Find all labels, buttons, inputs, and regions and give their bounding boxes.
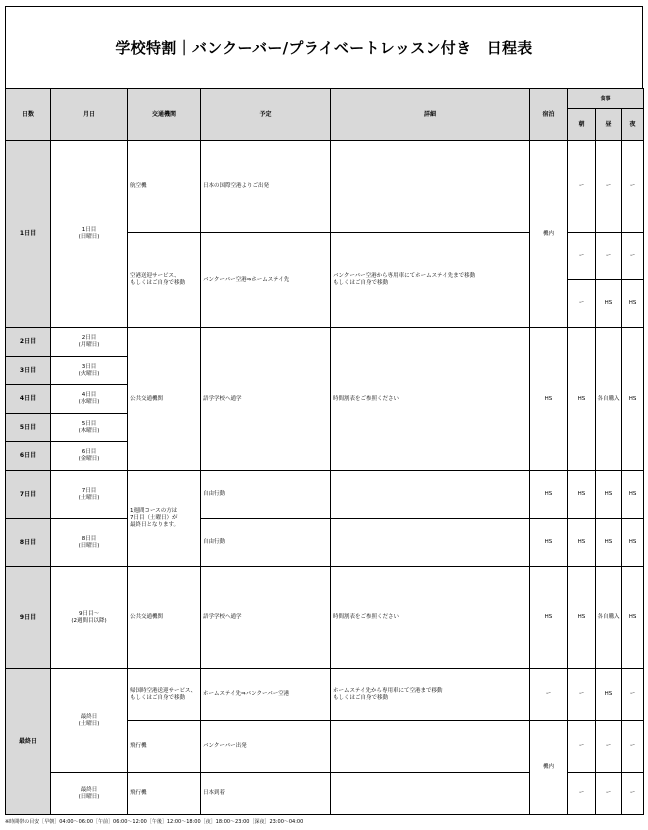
title-box — [5, 6, 643, 88]
last-day-lunch-1: HS — [596, 669, 622, 721]
day-1-plan-2: バンクーバー空港⇒ホームステイ先 — [201, 233, 331, 328]
day-1-transport-2: 空港送迎サービス、 もしくはご自身で移動 — [128, 233, 201, 328]
last-day-breakfast-2: ー — [568, 721, 596, 773]
header-day: 日数 — [6, 89, 51, 141]
day-8-breakfast: HS — [568, 519, 596, 567]
day-7-lunch: HS — [596, 471, 622, 519]
day-7-label: 7日目 — [6, 471, 51, 519]
day-9-lunch: 各自購入 — [596, 567, 622, 669]
day-2-label: 2日目 — [6, 328, 51, 357]
last-day-detail-1: ホームステイ先から専用車にて空港まで移動 もしくはご自身で移動 — [331, 669, 530, 721]
day-9-breakfast: HS — [568, 567, 596, 669]
itinerary-sheet — [5, 6, 643, 815]
day-8-date: 8日目 (日曜日) — [51, 519, 128, 567]
day-6-label: 6日目 — [6, 442, 51, 471]
last-day-plan-1: ホームステイ先⇒バンクーバー空港 — [201, 669, 331, 721]
day-7-dinner: HS — [622, 471, 644, 519]
day-9-date: 9日目～ (2週間目以降) — [51, 567, 128, 669]
day-7-plan: 自由行動 — [201, 471, 331, 519]
week1-stay: HS — [530, 328, 568, 471]
day-1-transport-1: 航空機 — [128, 141, 201, 233]
day-7-detail — [331, 471, 530, 519]
day-1-dinner-3: HS — [622, 280, 644, 328]
day-2-date: 2日目 (月曜日) — [51, 328, 128, 357]
day-9-label: 9日目 — [6, 567, 51, 669]
day-5-date: 5日目 (木曜日) — [51, 414, 128, 442]
header-transport: 交通機関 — [128, 89, 201, 141]
last-day-detail-3 — [331, 773, 530, 815]
day-8-lunch: HS — [596, 519, 622, 567]
day-1-breakfast-2: ー — [568, 233, 596, 280]
day-9-detail: 時間割表をご参照ください — [331, 567, 530, 669]
day-8-stay: HS — [530, 519, 568, 567]
last-day-stay-2: 機内 — [530, 721, 568, 815]
day-4-label: 4日目 — [6, 385, 51, 414]
week1-breakfast: HS — [568, 328, 596, 471]
day-1-dinner-2: ー — [622, 233, 644, 280]
day-4-date: 4日目 (水曜日) — [51, 385, 128, 414]
day-7-breakfast: HS — [568, 471, 596, 519]
header-lunch: 昼 — [596, 109, 622, 141]
day-9-dinner: HS — [622, 567, 644, 669]
day-1-label: 1日目 — [6, 141, 51, 328]
header-detail: 詳細 — [331, 89, 530, 141]
day-7-date: 7日目 (土曜日) — [51, 471, 128, 519]
header-stay: 宿泊 — [530, 89, 568, 141]
last-day-dinner-2: ー — [622, 721, 644, 773]
header-dinner: 夜 — [622, 109, 644, 141]
last-day-dinner-1: ー — [622, 669, 644, 721]
last-day-breakfast-1: ー — [568, 669, 596, 721]
last-day-plan-3: 日本到着 — [201, 773, 331, 815]
day-1-dinner-1: ー — [622, 141, 644, 233]
last-day-stay-1: ー — [530, 669, 568, 721]
last-day-date-1: 最終日 (土曜日) — [51, 669, 128, 773]
week1-lunch: 各自購入 — [596, 328, 622, 471]
day-3-date: 3日目 (火曜日) — [51, 357, 128, 385]
itinerary-table — [5, 88, 644, 815]
header-date: 月日 — [51, 89, 128, 141]
page-title: 学校特割｜バンクーバー/プライベートレッスン付き 日程表 — [115, 39, 533, 57]
day-7-transport-note: 1週間コースの方は 7日目（土曜日）が 最終日となります。 — [128, 471, 201, 567]
header-plan: 予定 — [201, 89, 331, 141]
header-breakfast: 朝 — [568, 109, 596, 141]
last-day-lunch-2: ー — [596, 721, 622, 773]
day-1-plan-1: 日本の国際空港よりご出発 — [201, 141, 331, 233]
day-8-plan: 自由行動 — [201, 519, 331, 567]
day-1-detail-1 — [331, 141, 530, 233]
day-1-breakfast-3: ー — [568, 280, 596, 328]
last-day-lunch-3: ー — [596, 773, 622, 815]
week1-plan: 語学学校へ通学 — [201, 328, 331, 471]
last-day-breakfast-3: ー — [568, 773, 596, 815]
day-5-label: 5日目 — [6, 414, 51, 442]
day-1-date: 1日目 (日曜日) — [51, 141, 128, 328]
day-1-stay: 機内 — [530, 141, 568, 328]
day-9-plan: 語学学校へ通学 — [201, 567, 331, 669]
week1-transport: 公共交通機関 — [128, 328, 201, 471]
day-9-transport: 公共交通機関 — [128, 567, 201, 669]
last-day-plan-2: バンクーバー出発 — [201, 721, 331, 773]
day-8-dinner: HS — [622, 519, 644, 567]
day-1-lunch-1: ー — [596, 141, 622, 233]
last-day-detail-2 — [331, 721, 530, 773]
day-6-date: 6日目 (金曜日) — [51, 442, 128, 471]
last-day-transport-2: 飛行機 — [128, 721, 201, 773]
week1-dinner: HS — [622, 328, 644, 471]
day-1-lunch-3: HS — [596, 280, 622, 328]
day-1-lunch-2: ー — [596, 233, 622, 280]
last-day-label: 最終日 — [6, 669, 51, 815]
last-day-transport-1: 帰国時空港送迎サービス、 もしくはご自身で移動 — [128, 669, 201, 721]
last-day-date-2: 最終日 (日曜日) — [51, 773, 128, 815]
day-1-breakfast-1: ー — [568, 141, 596, 233]
last-day-dinner-3: ー — [622, 773, 644, 815]
day-9-stay: HS — [530, 567, 568, 669]
day-8-detail — [331, 519, 530, 567]
day-1-detail-2: バンクーバー空港から専用車にてホームステイ先まで移動 もしくはご自身で移動 — [331, 233, 530, 328]
week1-detail: 時間割表をご参照ください — [331, 328, 530, 471]
time-footnote: ※時間帯の目安［早朝］04:00～06:00［午前］06:00～12:00［午後］12:00～18:00［夜］18:00～23:00［深夜］23:00～04:00 — [5, 819, 304, 825]
day-3-label: 3日目 — [6, 357, 51, 385]
header-meals: 食事 — [568, 89, 644, 109]
last-day-transport-3: 飛行機 — [128, 773, 201, 815]
day-8-label: 8日目 — [6, 519, 51, 567]
day-7-stay: HS — [530, 471, 568, 519]
